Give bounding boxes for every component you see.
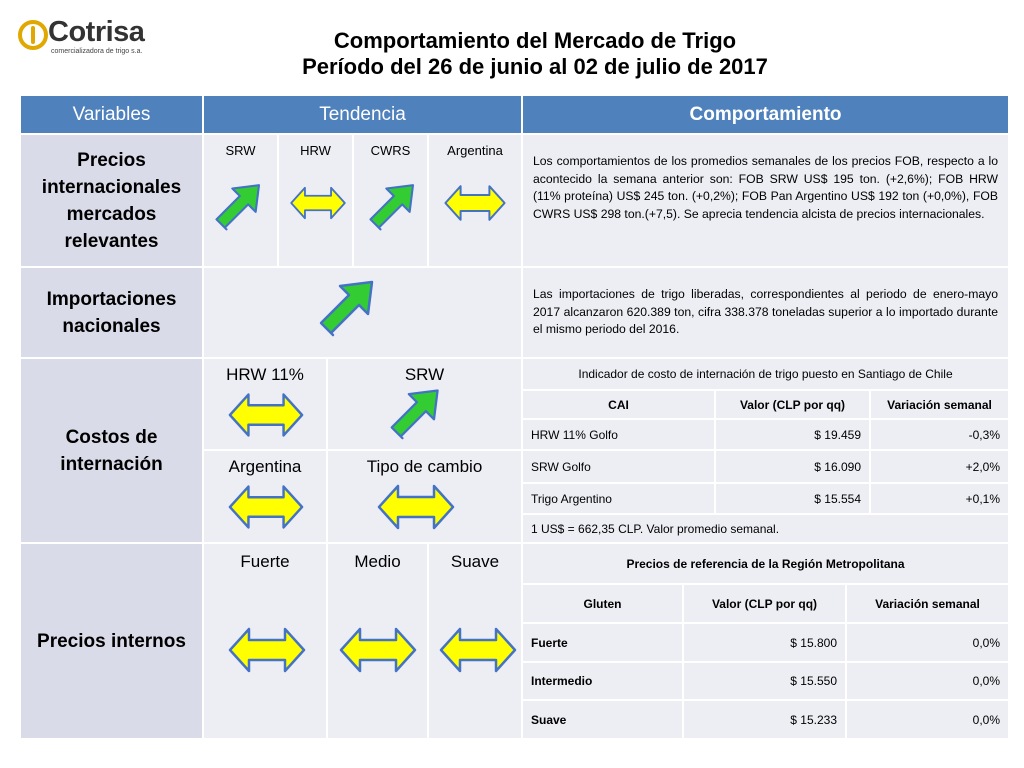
comportamiento-text: Los comportamientos de los promedios semanales de los precios FOB, respecto a lo acontecido la semana anterior son: FOB SRW US$ 195 ton. (+2,6%); FOB HRW (11% proteína) US$ 245 ton. (+0,2%); FOB Pan Argentino US$ 192 ton (+0,0%), FOB CWRS US$ 298 ton.(+7,5). Se aprecia tendencia alcista de precios internacionales.: [533, 154, 998, 221]
arrow-horizontal-icon: [227, 482, 305, 532]
comportamiento-cell: [523, 135, 1008, 266]
arrow-up-icon: [316, 277, 380, 337]
arrow-up-icon: [212, 181, 266, 231]
title-line-2: Período del 26 de junio al 02 de julio de 2017: [302, 54, 768, 79]
table-cell: $ 15.550: [684, 663, 845, 699]
logo: [18, 18, 153, 58]
variable-precios-internacionales: Precios internacionales mercados relevantes: [21, 135, 202, 266]
header-variables: Variables: [21, 96, 202, 133]
table-header: Valor (CLP por qq): [716, 391, 869, 418]
col-label: HRW 11%: [226, 365, 304, 384]
arrow-horizontal-icon: [438, 624, 518, 676]
table-cell: 0,0%: [847, 663, 1008, 699]
col-label: Argentina: [447, 143, 503, 158]
arrow-horizontal-icon: [443, 181, 507, 225]
table-cell: Trigo Argentino: [523, 484, 714, 513]
arrow-horizontal-icon: [227, 624, 307, 676]
table-cell: 0,0%: [847, 624, 1008, 661]
table-cell: $ 16.090: [716, 451, 869, 482]
col-label: Fuerte: [240, 552, 290, 571]
variable-precios-internos: Precios internos: [21, 544, 202, 738]
table-header: Variación semanal: [847, 585, 1008, 622]
table-cell: +2,0%: [871, 451, 1008, 482]
col-label: Medio: [354, 552, 401, 571]
header-tendencia: Tendencia: [204, 96, 521, 133]
header-comportamiento: Comportamiento: [523, 96, 1008, 133]
table-header: CAI: [523, 391, 714, 418]
col-label: Argentina: [228, 457, 302, 476]
arrow-horizontal-icon: [227, 390, 305, 440]
table-cell: Suave: [523, 701, 682, 738]
page-title: [200, 28, 870, 80]
variable-costos-internacion: Costos de internación: [21, 359, 202, 542]
col-label: HRW: [300, 143, 331, 158]
table-cell: $ 15.233: [684, 701, 845, 738]
title-line-1: Comportamiento del Mercado de Trigo: [333, 28, 737, 53]
wheat-logo-icon: [18, 20, 48, 50]
table-cell: $ 15.554: [716, 484, 869, 513]
arrow-up-icon: [388, 386, 444, 440]
table-cell: HRW 11% Golfo: [523, 420, 714, 449]
logo-name: Cotrisa: [48, 16, 145, 48]
table-header: Variación semanal: [871, 391, 1008, 418]
arrow-horizontal-icon: [376, 482, 456, 532]
table-title: Precios de referencia de la Región Metropolitana: [523, 544, 1008, 583]
table-cell: Intermedio: [523, 663, 682, 699]
arrow-up-icon: [366, 181, 420, 231]
variable-importaciones: Importaciones nacionales: [21, 268, 202, 357]
col-label: SRW: [225, 143, 256, 158]
table-cell: $ 15.800: [684, 624, 845, 661]
col-label: Suave: [450, 552, 500, 571]
arrow-horizontal-icon: [338, 624, 418, 676]
comportamiento-cell: [523, 268, 1008, 357]
col-label: Tipo de cambio: [366, 457, 483, 476]
logo-tagline: comercializadora de trigo s.a.: [51, 48, 143, 55]
comportamiento-text: Las importaciones de trigo liberadas, correspondientes al periodo de enero-mayo 2017 alcanzaron 620.389 ton, cifra 338.378 toneladas superior a lo importado durante el mismo periodo del 2016.: [533, 287, 998, 336]
table-note: 1 US$ = 662,35 CLP. Valor promedio semanal.: [523, 515, 1008, 542]
table-header: Gluten: [523, 585, 682, 622]
arrow-horizontal-icon: [289, 181, 347, 225]
table-cell: $ 19.459: [716, 420, 869, 449]
table-cell: 0,0%: [847, 701, 1008, 738]
table-cell: +0,1%: [871, 484, 1008, 513]
table-title: Indicador de costo de internación de trigo puesto en Santiago de Chile: [523, 359, 1008, 389]
col-label: CWRS: [370, 143, 411, 158]
table-header: Valor (CLP por qq): [684, 585, 845, 622]
col-label: SRW: [404, 365, 445, 384]
table-cell: Fuerte: [523, 624, 682, 661]
table-cell: SRW Golfo: [523, 451, 714, 482]
table-cell: -0,3%: [871, 420, 1008, 449]
